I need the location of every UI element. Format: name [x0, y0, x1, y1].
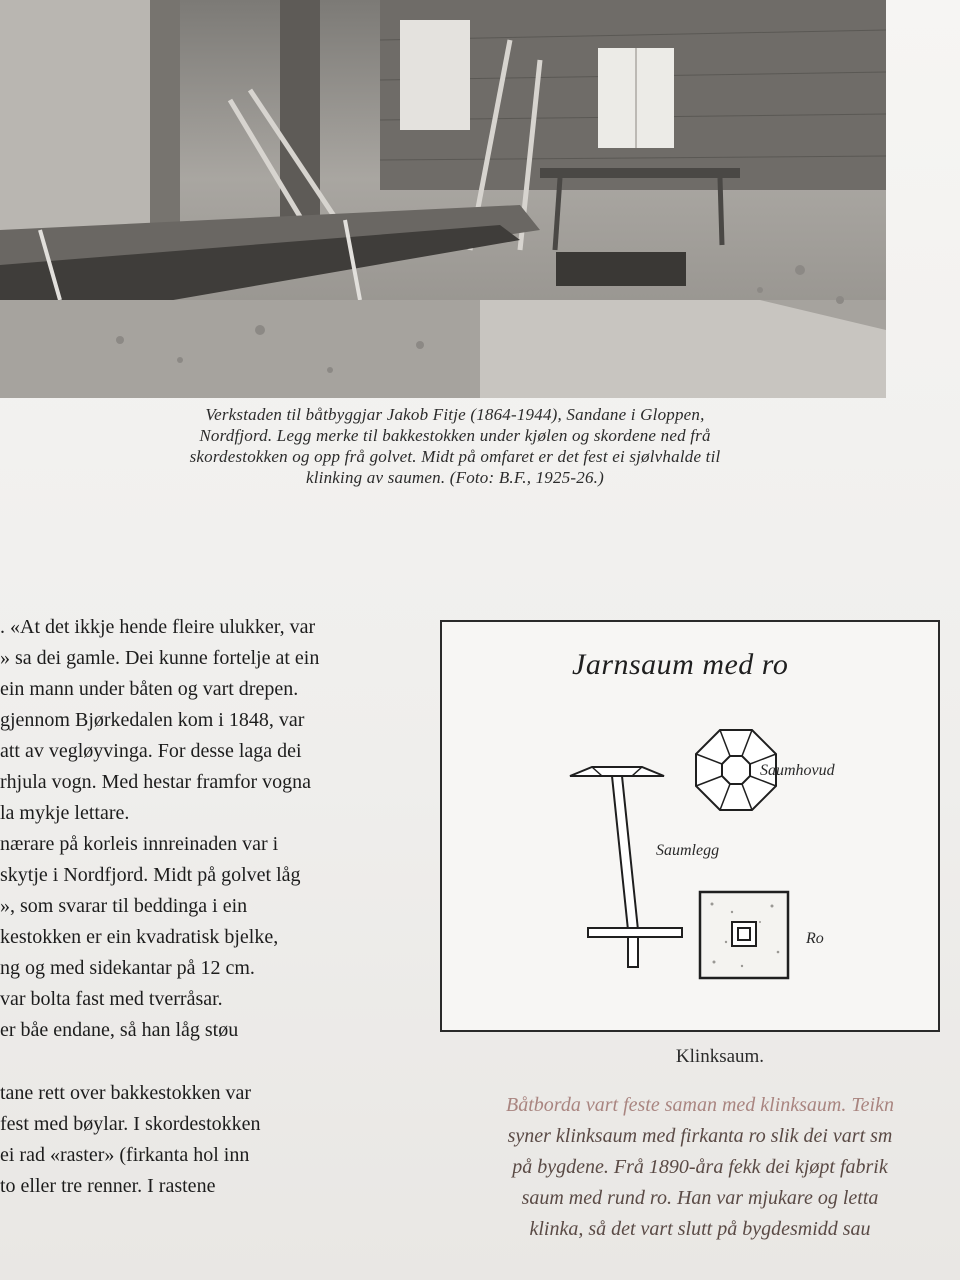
caption-line: Verkstaden til båtbyggjar Jakob Fitje (1864-1944), Sandane i Gloppen,: [205, 405, 705, 424]
photo-caption: [60, 404, 850, 488]
body-line: gjennom Bjørkedalen kom i 1848, var: [0, 709, 305, 731]
body-line: » sa dei gamle. Dei kunne fortelje at ein: [0, 647, 320, 669]
body-line: fest med bøylar. I skordestokken: [0, 1113, 261, 1135]
body-line: kestokken er ein kvadratisk bjelke,: [0, 926, 279, 948]
figure-caption: [440, 1090, 960, 1245]
nail-tip-icon: [628, 937, 638, 967]
figure-caption-line: saum med rund ro. Han var mjukare og letta: [521, 1187, 879, 1209]
body-line: var bolta fast med tverråsar.: [0, 988, 223, 1010]
nail-head-icon: [570, 767, 664, 776]
figure-caption-line: på bygdene. Frå 1890-åra fekk dei kjøpt fabrik: [512, 1156, 888, 1178]
rove-side-icon: [588, 928, 682, 937]
body-line: skytje i Nordfjord. Midt på golvet låg: [0, 864, 301, 886]
body-line: nærare på korleis innreinaden var i: [0, 833, 279, 855]
body-text-column: [0, 612, 400, 1202]
rivet-figure: [440, 620, 940, 1032]
paragraph-gap: [0, 1046, 400, 1078]
caption-line: klinking av saumen. (Foto: B.F., 1925-26.): [306, 468, 604, 487]
body-line: ein mann under båten og vart drepen.: [0, 678, 299, 700]
body-line: . «At det ikkje hende fleire ulukker, var: [0, 616, 316, 638]
figure-title: Jarnsaum med ro: [572, 648, 789, 681]
caption-line: skordestokken og opp frå golvet. Midt på omfaret er det fest ei sjølvhalde til: [189, 447, 721, 466]
label-ro: Ro: [806, 930, 824, 947]
body-line: », som svarar til beddinga i ein: [0, 895, 248, 917]
body-line: er båe endane, så han låg støu: [0, 1019, 239, 1041]
caption-line: Nordfjord. Legg merke til bakkestokken under kjølen og skordene ned frå: [199, 426, 711, 445]
ro-icon: [700, 892, 788, 978]
figure-caption-line: klinka, så det vart slutt på bygdesmidd sau: [529, 1218, 871, 1240]
body-line: att av vegløyvinga. For desse laga dei: [0, 740, 302, 762]
body-line: ei rad «raster» (firkanta hol inn: [0, 1144, 250, 1166]
workshop-photo: [0, 0, 886, 398]
label-saumhovud: Saumhovud: [760, 762, 835, 779]
body-line: la mykje lettare.: [0, 802, 130, 824]
label-saumlegg: Saumlegg: [656, 842, 720, 859]
body-line: ng og med sidekantar på 12 cm.: [0, 957, 255, 979]
rivet-drawing: [442, 622, 938, 1030]
figure-caption-line: syner klinksaum med firkanta ro slik dei vart sm: [507, 1125, 893, 1147]
nail-shank-icon: [612, 776, 638, 930]
workshop-photo-image: [0, 0, 886, 398]
figure-caption-line: Båtborda vart feste saman med klinksaum. Teikn: [506, 1094, 894, 1116]
body-line: tane rett over bakkestokken var: [0, 1082, 252, 1104]
figure-caption-title: Klinksaum.: [675, 1046, 765, 1067]
body-line: to eller tre renner. I rastene: [0, 1175, 216, 1197]
body-line: rhjula vogn. Med hestar framfor vogna: [0, 771, 312, 793]
